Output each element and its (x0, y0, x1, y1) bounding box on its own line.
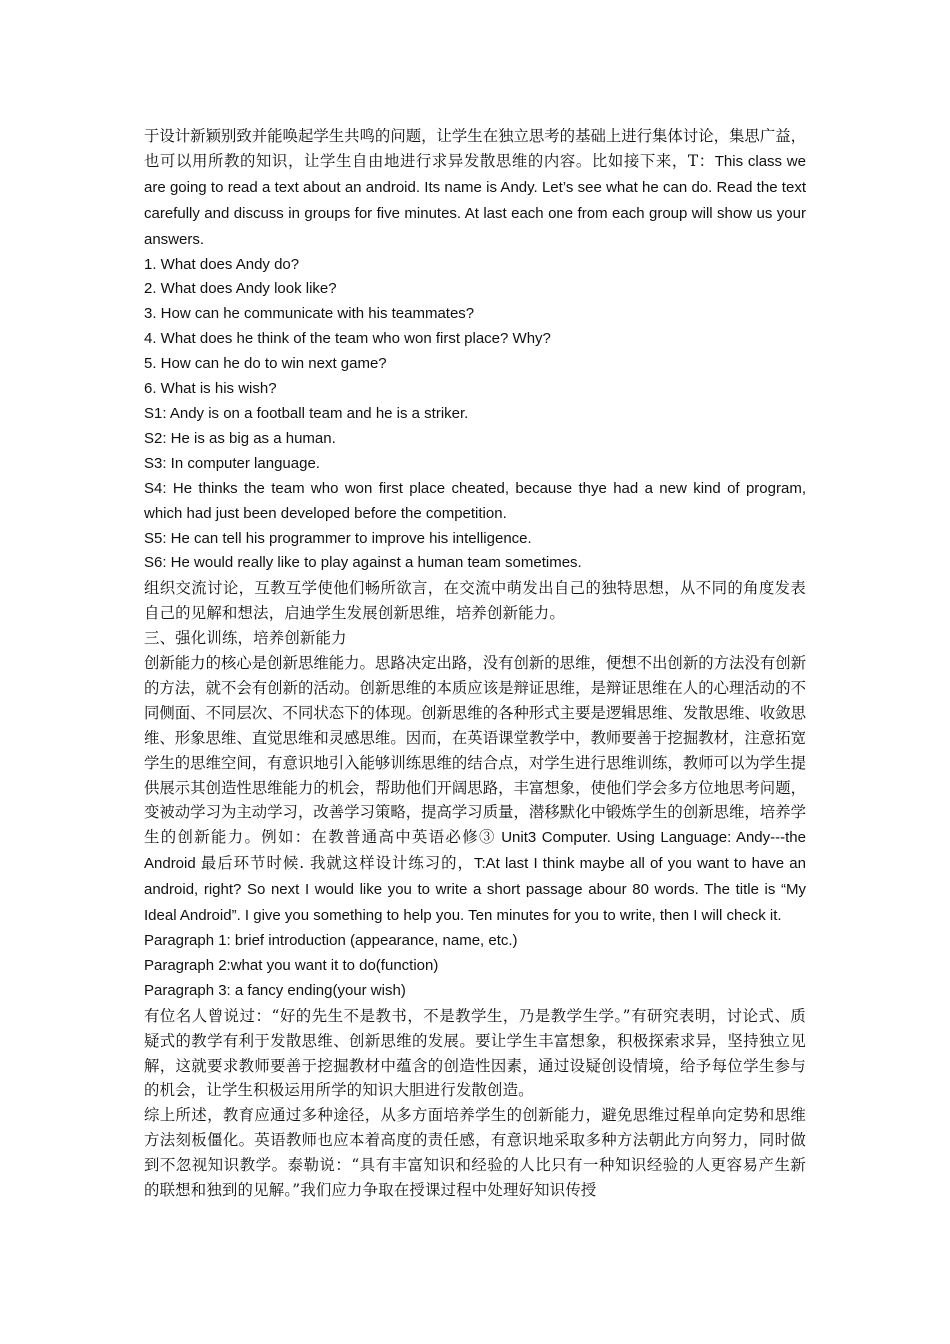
paragraph-conclusion: 综上所述，教育应通过多种途径，从多方面培养学生的创新能力，避免思维过程单向定势和思维方法刻板僵化。英语教师也应本着高度的责任感，有意识地采取多种方法朝此方向努力，同时做到不忽视知识教学。泰勒说：“具有丰富知识和经验的人比只有一种知识经验的人更容易产生新的联想和独到的见解。”我们应力争取在授课过程中处理好知识传授 (144, 1106, 806, 1200)
answer-s1: S1: Andy is on a football team and he is a striker. (144, 404, 469, 422)
section-heading-3: 三、强化训练，培养创新能力 (144, 629, 347, 648)
answer-s6: S6: He would really like to play against a human team sometimes. (144, 554, 582, 572)
document-body (144, 124, 806, 1203)
paragraph-intro (144, 124, 806, 253)
answer-s5: S5: He can tell his programmer to improve his intelligence. (144, 529, 532, 547)
paragraph-innovation-unit: Unit3 Computer. Using Language: Andy---the Android (144, 829, 806, 873)
question-1: 1. What does Andy do? (144, 255, 300, 273)
answer-s3: S3: In computer language. (144, 454, 320, 472)
question-3: 3. How can he communicate with his teammates? (144, 305, 475, 323)
paragraph-innovation-en: T:At last I think maybe all of you want to have an android, right? So next I would like you to write a short passage abour 80 words. The title is “My Ideal Android”. I give you something to help you. Ten minutes for you to write, then I will check it. (144, 855, 806, 925)
question-4: 4. What does he think of the team who won first place? Why? (144, 330, 551, 348)
paragraph-intro-en: This class we are going to read a text about an android. Its name is Andy. Let’s see what he can do. Read the text carefully and discuss in groups for five minutes. At last each one from each group will show us your answers. (144, 152, 806, 248)
question-5: 5. How can he do to win next game? (144, 355, 387, 373)
question-2: 2. What does Andy look like? (144, 280, 337, 298)
answer-s4: S4: He thinks the team who won first place cheated, because thye had a new kind of program, which had just been developed before the competition. (144, 479, 806, 522)
outline-paragraph-1: Paragraph 1: brief introduction (appearance, name, etc.) (144, 932, 518, 949)
question-6: 6. What is his wish? (144, 380, 277, 398)
outline-paragraph-2: Paragraph 2:what you want it to do(function) (144, 956, 439, 974)
paragraph-innovation (144, 651, 806, 929)
paragraph-intro-zh: 于设计新颖别致并能唤起学生共鸣的问题，让学生在独立思考的基础上进行集体讨论，集思广益，也可以用所教的知识，让学生自由地进行求异发散思维的内容。比如接下来，T： (144, 127, 806, 170)
paragraph-innovation-zh: 创新能力的核心是创新思维能力。思路决定出路，没有创新的思维，便想不出创新的方法没有创新的方法，就不会有创新的活动。创新思维的本质应该是辩证思维，是辩证思维在人的心理活动的不同侧面、不同层次、不同状态下的体现。创新思维的各种形式主要是逻辑思维、发散思维、收敛思维、形象思维、直觉思维和灵感思维。因而，在英语课堂教学中，教师要善于挖掘教材，注意拓宽学生的思维空间，有意识地引入能够训练思维的结合点，对学生进行思维训练，教师可以为学生提供展示其创造性思维能力的机会，帮助他们开阔思路，丰富想象，使他们学会多方位地思考问题，变被动学习为主动学习，改善学习策略，提高学习质量，潜移默化中锻炼学生的创新思维，培养学生的创新能力。例如：在教普通高中英语必修③ (144, 654, 806, 847)
paragraph-discussion: 组织交流讨论，互教互学使他们畅所欲言，在交流中萌发出自己的独特思想，从不同的角度发表自己的见解和想法，启迪学生发展创新思维，培养创新能力。 (144, 579, 806, 623)
paragraph-innovation-zh-2: 最后环节时候. 我就这样设计练习的， (200, 854, 474, 873)
outline-paragraph-3: Paragraph 3: a fancy ending(your wish) (144, 981, 406, 999)
paragraph-quote: 有位名人曾说过：“好的先生不是教书，不是教学生，乃是教学生学。”有研究表明，讨论式、质疑式的教学有利于发散思维、创新思维的发展。要让学生丰富想象，积极探索求异，坚持独立见解，这就要求教师要善于挖掘教材中蕴含的创造性因素，通过设疑创设情境，给予每位学生参与的机会，让学生积极运用所学的知识大胆进行发散创造。 (144, 1006, 806, 1100)
answer-s2: S2: He is as big as a human. (144, 429, 336, 447)
